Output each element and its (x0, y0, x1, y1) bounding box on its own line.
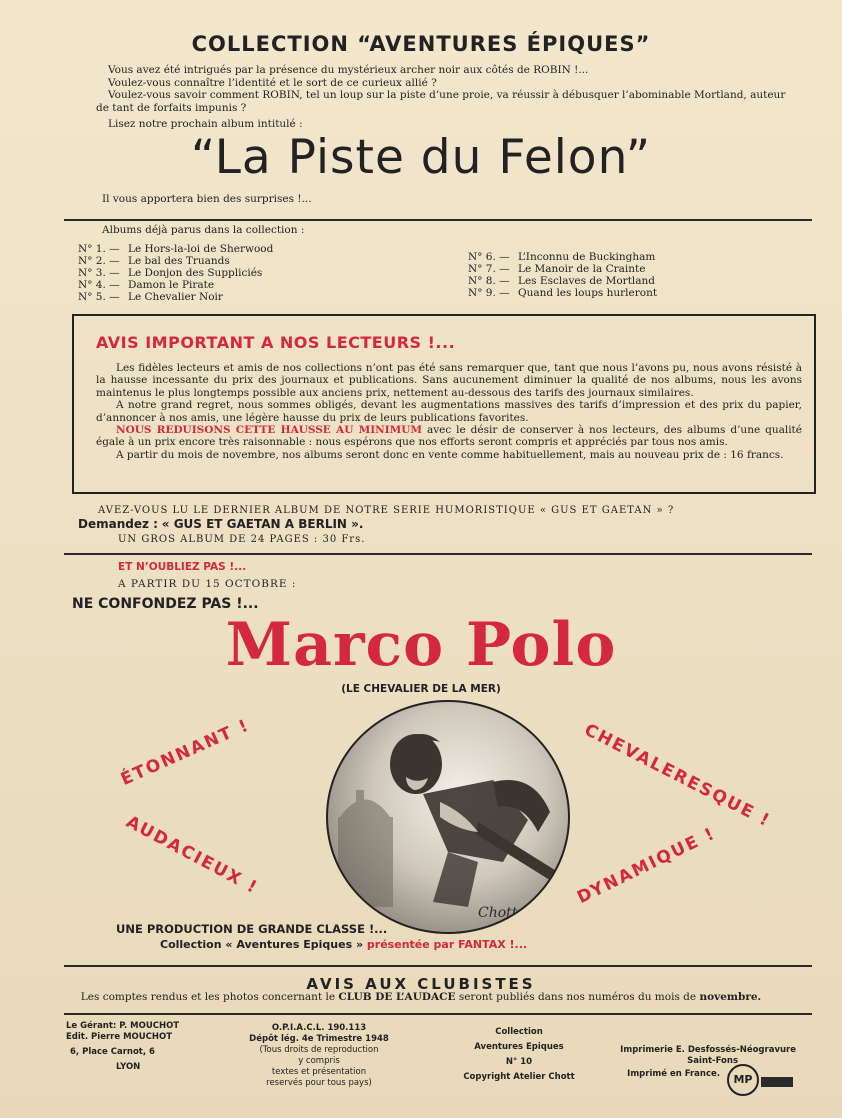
footer-printer: Imprimerie E. Desfossés-Néogravure Saint-Fons Imprimé en France. (620, 1045, 796, 1079)
list-item: N° 3. — Le Donjon des Suppliciés (78, 267, 263, 279)
artist-signature: Chott (478, 905, 518, 921)
gus-demandez: Demandez : « GUS ET GAETAN A BERLIN ». (78, 517, 364, 531)
hero-drawing (328, 702, 568, 932)
word-chevaleresque: CHEVALERESQUE ! (580, 720, 774, 832)
avis-paragraph: Les fidèles lecteurs et amis de nos collections n’ont pas été sans remarquer que, tant que nous l’avons pu, nous avons résisté à la hausse incessante du prix des journaux et publications. Sans aucunement diminuer la qualité de nos albums, nous les avons maintenus le plus longtemps possible aux anciens prix, nettement au-dessous des tarifs des journaux similaires. (96, 362, 802, 399)
apartir-text: A PARTIR DU 15 OCTOBRE : (118, 578, 297, 590)
list-item: N° 1. — Le Hors-la-loi de Sherwood (78, 243, 274, 255)
gus-question: AVEZ-VOUS LU LE DERNIER ALBUM DE NOTRE SERIE HUMORISTIQUE « GUS ET GAETAN » ? (98, 505, 675, 516)
albums-list-right (468, 251, 657, 299)
printer-logo: MP (727, 1064, 759, 1096)
divider (64, 1013, 812, 1015)
footer-collection: Collection Aventures Epiques N° 10 Copyright Atelier Chott (463, 1027, 575, 1082)
list-item: N° 6. — L’Inconnu de Buckingham (468, 251, 656, 263)
presentee-fantax: présentée par FANTAX !... (366, 938, 528, 951)
logo-bar (761, 1077, 793, 1087)
footer-depot: O.P.I.A.C.L. 190.113 Dépôt lég. 4e Trimestre 1948 (Tous droits de reproduction y compris textes et présentation reservés pour tous pays) (249, 1023, 389, 1088)
collection-line: Collection « Aventures Epiques » présentée par FANTAX !... (160, 938, 528, 951)
clubistes-text: Les comptes rendus et les photos concernant le CLUB DE L’AUDACE seront publiés dans nos numéros du mois de novembre. (80, 991, 762, 1003)
albums-list-left (78, 243, 273, 303)
marco-polo-illustration (326, 700, 570, 934)
lisez-text: Lisez notre prochain album intitulé : (108, 118, 303, 130)
list-item: N° 8. — Les Esclaves de Mortland (468, 275, 656, 287)
avis-paragraph: A partir du mois de novembre, nos albums seront donc en vente comme habituellement, mais au nouveau prix de : 16 francs. (116, 448, 784, 461)
avis-text (96, 362, 802, 461)
marco-polo-title: Marco Polo (225, 610, 617, 680)
collection-title: COLLECTION “AVENTURES ÉPIQUES” (191, 32, 651, 56)
list-item: N° 4. — Damon le Pirate (78, 279, 215, 291)
confondez-text: NE CONFONDEZ PAS !... (72, 596, 259, 612)
list-item: N° 2. — Le bal des Truands (78, 255, 230, 267)
divider (64, 219, 812, 221)
avis-highlight: NOUS REDUISONS CETTE HAUSSE AU MINIMUM (116, 424, 423, 437)
intro-line: de tant de forfaits impunis ? (96, 101, 247, 114)
marco-polo-subtitle: (LE CHEVALIER DE LA MER) (341, 683, 501, 695)
avis-paragraph: A notre grand regret, nous sommes obligés, devant les augmentations massives des tarifs d’impression et des prix du papier, d’annoncer à nos amis, une légère hausse du prix de leurs publications favorites. (96, 399, 802, 424)
gus-price: UN GROS ALBUM DE 24 PAGES : 30 Frs. (118, 534, 366, 545)
intro-line: Vous avez été intrigués par la présence du mystérieux archer noir aux côtés de ROBIN !... (108, 64, 589, 76)
intro-text (96, 64, 823, 114)
surprises-text: Il vous apportera bien des surprises !... (102, 193, 312, 205)
clubistes-title: AVIS AUX CLUBISTES (306, 975, 536, 993)
production-line: UNE PRODUCTION DE GRANDE CLASSE !... (116, 922, 388, 936)
divider (64, 553, 812, 555)
intro-line: Voulez-vous savoir comment ROBIN, tel un loup sur la piste d’une proie, va réussir à débusquer l’abominable Mortland, auteur (108, 89, 786, 101)
word-etonnant: ÉTONNANT ! (117, 715, 253, 790)
word-dynamique: DYNAMIQUE ! (574, 823, 720, 908)
avis-paragraph: NOUS REDUISONS CETTE HAUSSE AU MINIMUM avec le désir de conserver à nos lecteurs, des albums d’une qualité égale à un prix encore très raisonnable : nous espérons que nos efforts seront compris et appréciés par tous nos amis. (96, 424, 802, 449)
list-item: N° 9. — Quand les loups hurleront (468, 287, 658, 299)
avis-title: AVIS IMPORTANT A NOS LECTEURS !... (96, 333, 456, 352)
intro-line: Voulez-vous connaître l’identité et le sort de ce curieux allié ? (108, 76, 437, 89)
divider (64, 965, 812, 967)
word-audacieux: AUDACIEUX ! (122, 812, 262, 899)
footer-publisher: Le Gérant: P. MOUCHOT Edit. Pierre MOUCHOT 6, Place Carnot, 6 LYON (66, 1021, 180, 1072)
albums-label: Albums déjà parus dans la collection : (102, 224, 305, 236)
oubliez-text: ET N’OUBLIEZ PAS !... (118, 561, 247, 573)
list-item: N° 5. — Le Chevalier Noir (78, 291, 223, 303)
next-album-title: “La Piste du Felon” (190, 130, 652, 185)
list-item: N° 7. — Le Manoir de la Crainte (468, 263, 646, 275)
